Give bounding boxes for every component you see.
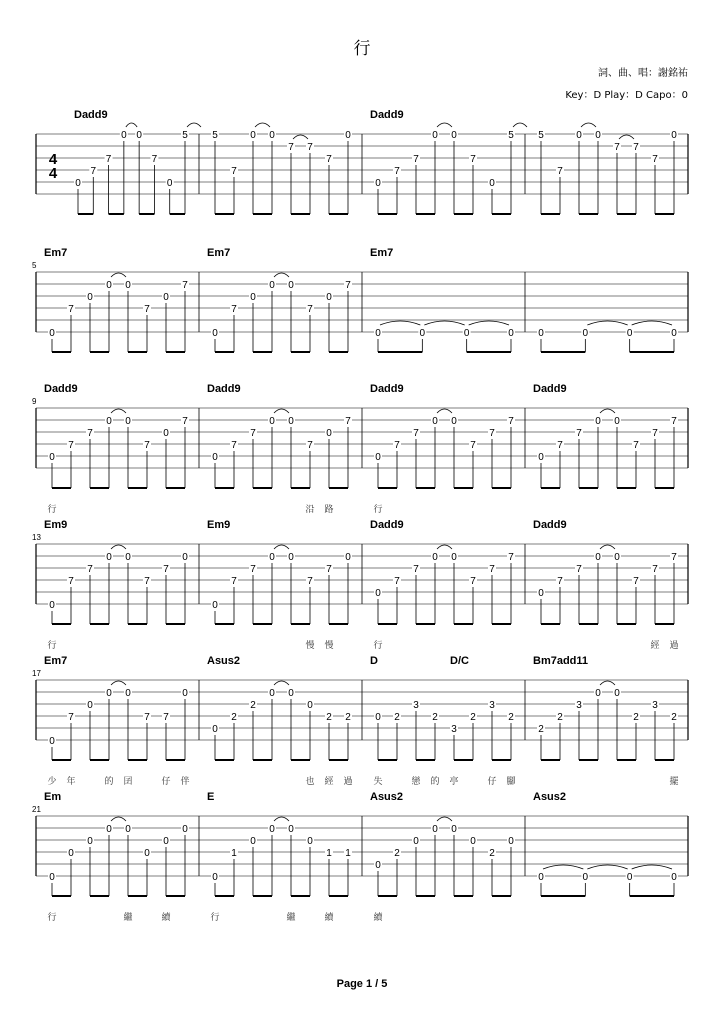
fret-number: 0 — [106, 688, 112, 699]
fret-number: 0 — [75, 178, 81, 189]
fret-number: 0 — [671, 328, 677, 339]
tie-arc — [437, 409, 452, 413]
tie-arc — [469, 321, 509, 325]
lyric-syllable: 行 — [47, 504, 57, 514]
fret-number: 2 — [538, 724, 544, 735]
fret-number: 0 — [345, 130, 351, 141]
lyric-syllable: 少 — [47, 776, 57, 786]
fret-number: 0 — [419, 328, 426, 339]
lyric-syllable: 行 — [47, 640, 57, 650]
fret-number: 2 — [326, 712, 332, 723]
fret-number: 7 — [288, 142, 294, 153]
chord-name: Asus2 — [207, 655, 241, 667]
lyric-syllable: 行 — [373, 640, 383, 650]
fret-number: 0 — [106, 280, 112, 291]
fret-number: 0 — [451, 416, 457, 427]
fret-number: 7 — [652, 428, 658, 439]
fret-number: 7 — [231, 440, 237, 451]
measure-number: 17 — [32, 669, 41, 678]
fret-number: 7 — [508, 552, 514, 563]
fret-number: 0 — [49, 328, 55, 339]
fret-number: 0 — [326, 292, 332, 303]
fret-number: 0 — [626, 872, 633, 883]
fret-number: 7 — [87, 428, 93, 439]
chord-name: Em7 — [44, 247, 68, 259]
fret-number: 0 — [125, 688, 131, 699]
fret-number: 7 — [163, 564, 169, 575]
fret-number: 0 — [49, 452, 55, 463]
fret-number: 0 — [182, 552, 188, 563]
tab-system — [36, 544, 688, 604]
fret-number: 7 — [87, 564, 93, 575]
tie-arc — [274, 409, 289, 413]
fret-number: 0 — [125, 824, 131, 835]
chord-name: Em9 — [44, 519, 68, 531]
fret-number: 7 — [508, 416, 514, 427]
chord-name: Em9 — [207, 519, 231, 531]
fret-number: 7 — [68, 712, 74, 723]
page-footer: Page 1 / 5 — [336, 978, 388, 990]
fret-number: 7 — [394, 440, 400, 451]
fret-number: 7 — [557, 440, 563, 451]
fret-number: 7 — [182, 416, 188, 427]
chord-name: Em — [44, 791, 62, 803]
fret-number: 3 — [576, 700, 582, 711]
fret-number: 0 — [106, 824, 112, 835]
fret-number: 2 — [633, 712, 639, 723]
fret-number: 0 — [250, 292, 256, 303]
fret-number: 7 — [671, 416, 677, 427]
fret-number: 5 — [538, 130, 544, 141]
fret-number: 7 — [144, 712, 150, 723]
fret-number: 0 — [538, 328, 544, 339]
tie-arc — [437, 123, 452, 127]
fret-number: 7 — [326, 154, 332, 165]
fret-number: 0 — [49, 600, 55, 611]
fret-number: 0 — [451, 824, 457, 835]
fret-number: 0 — [121, 130, 127, 141]
fret-number: 0 — [136, 130, 142, 141]
fret-number: 7 — [250, 428, 256, 439]
lyric-syllable: 行 — [210, 912, 220, 922]
fret-number: 7 — [68, 576, 74, 587]
fret-number: 7 — [633, 576, 639, 587]
lyric-syllable: 續 — [373, 912, 383, 922]
lyric-syllable: 續 — [324, 912, 334, 922]
lyric-syllable: 沿 — [305, 504, 315, 514]
fret-number: 0 — [269, 280, 275, 291]
fret-number: 0 — [269, 130, 275, 141]
fret-number: 7 — [326, 564, 332, 575]
time-signature-top: 4 — [48, 151, 58, 168]
fret-number: 7 — [489, 428, 495, 439]
tie-arc — [111, 409, 126, 413]
fret-number: 0 — [87, 292, 93, 303]
tie-arc — [632, 321, 672, 325]
lyric-syllable: 經 — [650, 640, 660, 650]
fret-number: 2 — [671, 712, 677, 723]
fret-number: 7 — [163, 712, 169, 723]
tie-arc — [619, 135, 634, 139]
tie-arc — [587, 865, 627, 869]
fret-number: 2 — [508, 712, 514, 723]
fret-number: 2 — [231, 712, 237, 723]
lyric-syllable: 慢 — [305, 640, 315, 650]
tie-arc — [632, 865, 672, 869]
lyric-syllable: 仔 — [487, 776, 497, 786]
fret-number: 0 — [345, 552, 351, 563]
tie-arc — [437, 545, 452, 549]
tie-arc — [600, 409, 615, 413]
fret-number: 0 — [595, 688, 601, 699]
fret-number: 0 — [576, 130, 582, 141]
fret-number: 0 — [106, 552, 112, 563]
tie-arc — [111, 681, 126, 685]
fret-number: 0 — [614, 416, 620, 427]
fret-number: 7 — [557, 166, 563, 177]
fret-number: 7 — [413, 428, 419, 439]
fret-number: 0 — [451, 130, 457, 141]
fret-number: 1 — [345, 848, 351, 859]
song-credits: 詞、曲、唱：謝銘祐 — [598, 68, 688, 79]
chord-name: Asus2 — [370, 791, 404, 803]
chord-name: Dadd9 — [533, 519, 567, 531]
tab-system — [36, 680, 688, 740]
lyric-syllable: 過 — [669, 640, 679, 650]
chord-name: Dadd9 — [74, 109, 108, 121]
fret-number: 0 — [326, 428, 332, 439]
fret-number: 0 — [413, 836, 419, 847]
chord-name: D — [370, 655, 378, 667]
fret-number: 1 — [231, 848, 237, 859]
fret-number: 2 — [470, 712, 476, 723]
fret-number: 7 — [105, 154, 112, 165]
fret-number: 0 — [87, 836, 93, 847]
fret-number: 0 — [212, 600, 218, 611]
tie-arc — [255, 123, 270, 127]
fret-number: 0 — [489, 178, 495, 189]
fret-number: 0 — [538, 588, 544, 599]
fret-number: 2 — [432, 712, 438, 723]
fret-number: 3 — [413, 700, 419, 711]
fret-number: 0 — [451, 552, 457, 563]
tab-system — [36, 408, 688, 468]
tie-arc — [587, 321, 627, 325]
chord-name: Dadd9 — [370, 383, 404, 395]
tie-arc — [274, 545, 289, 549]
fret-number: 7 — [576, 428, 582, 439]
fret-number: 7 — [633, 440, 639, 451]
fret-number: 7 — [151, 154, 158, 165]
fret-number: 7 — [307, 576, 313, 587]
tab-system — [36, 272, 688, 332]
fret-number: 7 — [231, 576, 237, 587]
fret-number: 0 — [432, 416, 438, 427]
fret-number: 5 — [182, 130, 188, 141]
fret-number: 2 — [489, 848, 495, 859]
fret-number: 7 — [182, 280, 188, 291]
fret-number: 0 — [212, 872, 218, 883]
tie-arc — [380, 321, 420, 325]
lyric-syllable: 擺 — [669, 776, 679, 786]
fret-number: 7 — [652, 154, 658, 165]
fret-number: 0 — [538, 872, 544, 883]
fret-number: 0 — [375, 178, 381, 189]
lyric-syllable: 的 — [430, 776, 440, 786]
tie-arc — [111, 817, 126, 821]
fret-number: 0 — [49, 736, 55, 747]
fret-number: 0 — [375, 860, 381, 871]
fret-number: 0 — [508, 836, 514, 847]
fret-number: 0 — [508, 328, 514, 339]
tie-arc — [581, 123, 596, 127]
fret-number: 7 — [470, 440, 476, 451]
fret-number: 1 — [326, 848, 332, 859]
fret-number: 7 — [557, 576, 563, 587]
fret-number: 7 — [345, 416, 351, 427]
fret-number: 2 — [250, 700, 256, 711]
fret-number: 7 — [394, 576, 400, 587]
fret-number: 7 — [68, 440, 74, 451]
tie-arc — [111, 273, 126, 277]
tie-arc — [111, 545, 126, 549]
fret-number: 0 — [212, 328, 218, 339]
tie-arc — [600, 545, 615, 549]
lyric-syllable: 也 — [305, 776, 315, 786]
tie-arc — [274, 273, 289, 277]
lyric-syllable: 伴 — [180, 776, 190, 786]
fret-number: 7 — [144, 440, 150, 451]
lyric-syllable: 行 — [373, 504, 383, 514]
lyric-syllable: 路 — [324, 504, 334, 514]
fret-number: 0 — [87, 700, 93, 711]
fret-number: 0 — [182, 688, 188, 699]
fret-number: 7 — [231, 166, 237, 177]
lyric-syllable: 囝 — [123, 776, 133, 786]
tie-arc — [424, 321, 464, 325]
fret-number: 0 — [166, 178, 173, 189]
fret-number: 0 — [288, 416, 294, 427]
fret-number: 7 — [345, 280, 351, 291]
key-info: Key：D Play：D Capo：0 — [565, 90, 688, 101]
tie-arc — [126, 123, 137, 127]
fret-number: 0 — [626, 328, 633, 339]
fret-number: 0 — [250, 130, 256, 141]
lyric-syllable: 續 — [161, 912, 171, 922]
fret-number: 7 — [250, 564, 256, 575]
fret-number: 0 — [163, 292, 169, 303]
fret-number: 0 — [288, 280, 294, 291]
chord-name: D/C — [450, 655, 469, 667]
fret-number: 0 — [212, 452, 218, 463]
fret-number: 3 — [652, 700, 658, 711]
tie-arc — [600, 681, 615, 685]
fret-number: 0 — [163, 836, 169, 847]
fret-number: 2 — [345, 712, 351, 723]
chord-name: Em7 — [370, 247, 394, 259]
chord-name: E — [207, 791, 215, 803]
tie-arc — [543, 865, 583, 869]
chord-name: Dadd9 — [370, 519, 404, 531]
fret-number: 0 — [595, 130, 601, 141]
fret-number: 0 — [288, 688, 294, 699]
lyric-syllable: 繼 — [286, 912, 296, 922]
fret-number: 7 — [413, 564, 419, 575]
fret-number: 7 — [489, 564, 495, 575]
fret-number: 2 — [557, 712, 563, 723]
fret-number: 0 — [288, 552, 294, 563]
fret-number: 0 — [68, 848, 74, 859]
tab-system — [36, 134, 688, 194]
fret-number: 0 — [269, 552, 275, 563]
fret-number: 0 — [375, 452, 381, 463]
fret-number: 3 — [451, 724, 457, 735]
fret-number: 7 — [633, 142, 639, 153]
fret-number: 7 — [652, 564, 658, 575]
tie-arc — [274, 681, 289, 685]
fret-number: 0 — [432, 130, 438, 141]
fret-number: 7 — [307, 440, 313, 451]
measure-number: 9 — [32, 397, 37, 406]
fret-number: 0 — [269, 824, 275, 835]
lyric-syllable: 戀 — [411, 776, 421, 786]
chord-name: Dadd9 — [370, 109, 404, 121]
fret-number: 0 — [182, 824, 188, 835]
fret-number: 0 — [375, 712, 381, 723]
fret-number: 0 — [463, 328, 470, 339]
fret-number: 7 — [614, 142, 620, 153]
fret-number: 0 — [582, 872, 589, 883]
fret-number: 0 — [307, 836, 313, 847]
fret-number: 0 — [49, 872, 55, 883]
measure-number: 13 — [32, 533, 41, 542]
fret-number: 5 — [508, 130, 514, 141]
lyric-syllable: 年 — [66, 776, 76, 786]
fret-number: 0 — [269, 416, 275, 427]
tie-arc — [437, 817, 452, 821]
fret-number: 0 — [582, 328, 589, 339]
fret-number: 0 — [163, 428, 169, 439]
fret-number: 7 — [307, 142, 313, 153]
fret-number: 0 — [125, 416, 131, 427]
lyric-syllable: 經 — [324, 776, 334, 786]
fret-number: 0 — [595, 552, 601, 563]
fret-number: 0 — [106, 416, 112, 427]
fret-number: 0 — [614, 552, 620, 563]
chord-name: Bm7add11 — [533, 655, 589, 667]
fret-number: 5 — [212, 130, 218, 141]
lyric-syllable: 慢 — [324, 640, 334, 650]
tie-arc — [187, 123, 201, 127]
fret-number: 0 — [288, 824, 294, 835]
lyric-syllable: 的 — [104, 776, 114, 786]
tab-system — [36, 816, 688, 876]
lyric-syllable: 腳 — [506, 776, 516, 786]
chord-name: Asus2 — [533, 791, 567, 803]
lyric-syllable: 行 — [47, 912, 57, 922]
fret-number: 7 — [413, 154, 419, 165]
tie-arc — [513, 123, 527, 127]
measure-number: 5 — [32, 261, 37, 270]
fret-number: 7 — [144, 304, 150, 315]
fret-number: 0 — [375, 328, 381, 339]
fret-number: 0 — [250, 836, 256, 847]
chord-name: Em7 — [44, 655, 68, 667]
chord-name: Dadd9 — [207, 383, 241, 395]
lyric-syllable: 仔 — [161, 776, 171, 786]
fret-number: 0 — [269, 688, 275, 699]
fret-number: 0 — [671, 872, 677, 883]
lyric-syllable: 失 — [373, 776, 383, 786]
fret-number: 0 — [470, 836, 476, 847]
fret-number: 7 — [231, 304, 237, 315]
measure-number: 21 — [32, 805, 41, 814]
chord-name: Dadd9 — [44, 383, 78, 395]
fret-number: 7 — [671, 552, 677, 563]
fret-number: 0 — [432, 824, 438, 835]
fret-number: 0 — [538, 452, 544, 463]
fret-number: 3 — [489, 700, 495, 711]
lyric-syllable: 繼 — [123, 912, 133, 922]
lyric-syllable: 過 — [343, 776, 353, 786]
fret-number: 7 — [144, 576, 150, 587]
fret-number: 0 — [375, 588, 381, 599]
fret-number: 7 — [470, 576, 476, 587]
fret-number: 0 — [595, 416, 601, 427]
fret-number: 2 — [394, 712, 400, 723]
time-signature-bottom: 4 — [48, 165, 58, 182]
fret-number: 0 — [125, 552, 131, 563]
fret-number: 0 — [144, 848, 150, 859]
fret-number: 7 — [394, 166, 400, 177]
fret-number: 7 — [576, 564, 582, 575]
fret-number: 0 — [125, 280, 131, 291]
fret-number: 0 — [307, 700, 313, 711]
chord-name: Em7 — [207, 247, 231, 259]
tie-arc — [293, 135, 308, 139]
fret-number: 0 — [432, 552, 438, 563]
fret-number: 0 — [212, 724, 218, 735]
fret-number: 7 — [90, 166, 97, 177]
fret-number: 0 — [671, 130, 677, 141]
song-title: 行 — [353, 39, 371, 59]
tie-arc — [274, 817, 289, 821]
fret-number: 7 — [68, 304, 74, 315]
fret-number: 7 — [470, 154, 476, 165]
chord-name: Dadd9 — [533, 383, 567, 395]
lyric-syllable: 亭 — [449, 776, 459, 786]
fret-number: 2 — [394, 848, 400, 859]
fret-number: 0 — [614, 688, 620, 699]
fret-number: 7 — [307, 304, 313, 315]
